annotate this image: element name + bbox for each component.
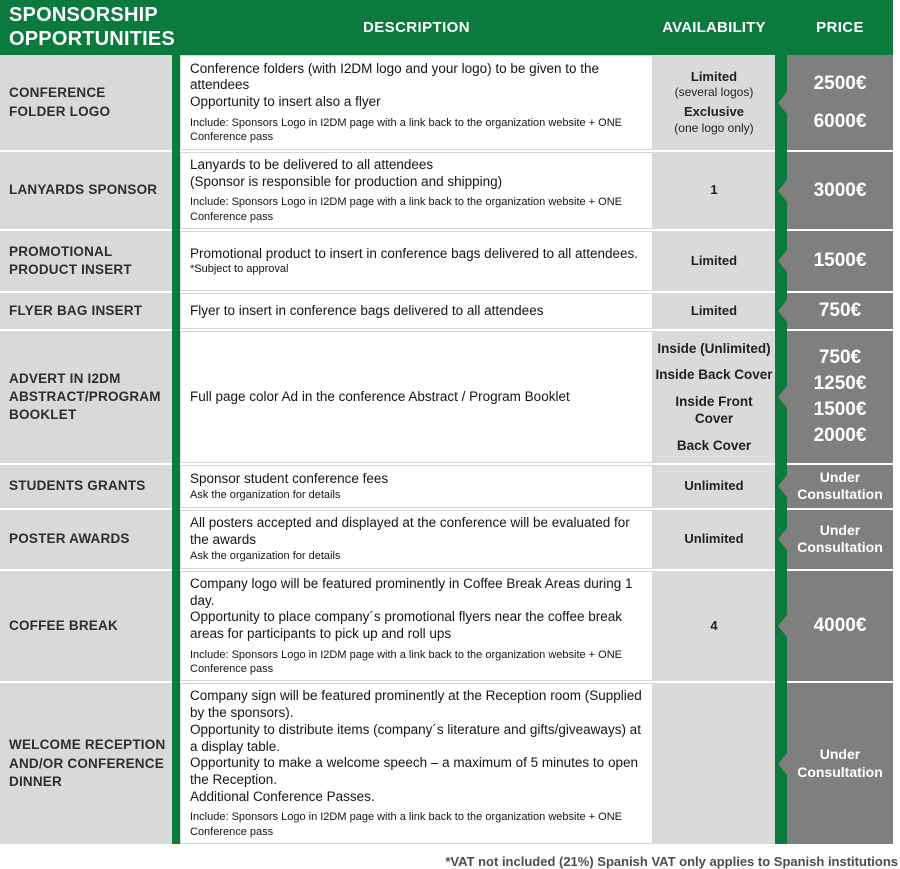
price-line: Under Consultation [797,468,883,503]
green-divider-gap [172,293,180,329]
table-row [0,331,893,463]
price-line: 1500€ [813,250,867,272]
row-description [180,152,653,229]
availability-line: Inside (Unlimited) [657,340,771,356]
row-label: LANYARDS SPONSOR [0,152,172,229]
row-description [180,55,653,150]
row-availability [653,571,775,682]
description-line: Company sign will be featured prominently at the Reception room (Supplied by the sponsors). [190,688,642,721]
description-note: Include: Sponsors Logo in I2DM page with a link back to the organization website + ONE Conference pass [190,196,622,223]
row-price-tag [787,152,893,229]
green-divider-gap [172,510,180,569]
table-header-row [0,0,893,55]
description-note: Ask the organization for details [190,549,341,562]
description-line: Flyer to insert in conference bags delivered to all attendees [190,302,544,318]
green-divider-gap [172,152,180,229]
row-price-tag [787,331,893,463]
row-price-tag [787,55,893,150]
row-label: PROMOTIONAL PRODUCT INSERT [0,231,172,291]
row-price-tag [787,683,893,844]
row-price-tag [787,293,893,329]
row-availability [653,55,775,150]
row-price-tag [787,510,893,569]
availability-line: Limited [690,252,738,268]
table-row [0,231,893,291]
description-note: Include: Sponsors Logo in I2DM page with a link back to the organization website + ONE Conference pass [190,648,622,676]
green-divider-gap [172,683,180,844]
green-divider-gap [172,571,180,682]
price-line: 1500€ [813,398,867,420]
description-line: Opportunity to insert also a flyer [190,94,381,110]
row-availability [653,510,775,569]
availability-line: Exclusive [684,104,744,119]
description-note: Include: Sponsors Logo in I2DM page with a link back to the organization website + ONE Conference pass [190,116,622,144]
availability-line: 4 [710,617,718,633]
green-divider-gap [172,331,180,463]
row-description [180,331,653,463]
row-description [180,231,653,291]
description-line: Full page color Ad in the conference Abstract / Program Booklet [190,388,570,404]
row-availability [653,293,775,329]
availability-line: Unlimited [684,530,744,546]
table-row [0,465,893,508]
price-line: 3000€ [813,179,867,201]
description-line: Opportunity to distribute items (company´s literature and gifts/giveaways) at a display table. [190,721,641,754]
availability-line: (several logos) [674,85,754,100]
row-price-tag [787,231,893,291]
availability-line: Inside Back Cover [655,367,773,383]
green-divider-gap [172,465,180,508]
description-note: Ask the organization for details [190,488,341,501]
table-body [0,55,893,844]
availability-line: Inside Front Cover [675,393,753,427]
row-label: ADVERT IN I2DM ABSTRACT/PROGRAM BOOKLET [0,331,172,463]
row-availability [653,683,775,844]
description-line: Opportunity to make a welcome speech – a maximum of 5 minutes to open the Reception. [190,755,638,787]
page-title: SPONSORSHIP OPPORTUNITIES [9,3,175,50]
availability-line: Limited [690,68,738,84]
row-description [180,465,653,508]
vat-footnote: *VAT not included (21%) Spanish VAT only applies to Spanish institutions [445,854,898,869]
column-header-description: DESCRIPTION [363,19,470,36]
description-line: Additional Conference Passes. [190,788,375,804]
description-line: Lanyards to be delivered to all attendees [190,157,434,172]
row-description [180,293,653,329]
description-note: *Subject to approval [190,263,289,276]
price-line: 2000€ [813,424,867,446]
availability-line: Unlimited [684,477,744,493]
availability-line: 1 [710,182,718,198]
price-line: 750€ [818,300,862,322]
row-label: COFFEE BREAK [0,571,172,682]
row-price-tag [787,571,893,682]
row-availability [653,465,775,508]
row-price-tag [787,465,893,508]
row-description [180,683,653,844]
column-header-price: PRICE [816,19,864,36]
description-note: Include: Sponsors Logo in I2DM page with a link back to the organization website + ONE Conference pass [190,811,622,838]
row-label: FLYER BAG INSERT [0,293,172,329]
row-label: CONFERENCE FOLDER LOGO [0,55,172,150]
green-divider-gap [172,55,180,150]
description-line: (Sponsor is responsible for production and shipping) [190,173,503,189]
table-row [0,55,893,150]
green-divider-gap [172,231,180,291]
availability-line: Back Cover [676,437,752,453]
table-row [0,683,893,844]
table-row [0,152,893,229]
price-line: 4000€ [813,615,867,637]
row-label: STUDENTS GRANTS [0,465,172,508]
price-line: Under Consultation [797,746,883,780]
description-line: All posters accepted and displayed at the conference will be evaluated for the awards [190,515,630,548]
description-line: Sponsor student conference fees [190,470,389,486]
row-description [180,510,653,569]
description-line: Promotional product to insert in conference bags delivered to all attendees. [190,245,639,261]
table-row [0,571,893,682]
table-row [0,293,893,329]
availability-line: Limited [690,302,738,318]
row-availability [653,231,775,291]
description-line: Opportunity to place company´s promotional flyers near the coffee break areas for participants to pick up and roll ups [190,609,622,641]
row-description [180,571,653,682]
row-label: WELCOME RECEPTION AND/OR CONFERENCE DINNER [0,683,172,844]
column-header-availability: AVAILABILITY [662,19,766,36]
row-label: POSTER AWARDS [0,510,172,569]
price-line: 6000€ [813,110,867,132]
price-line: Under Consultation [797,521,883,556]
table-row [0,510,893,569]
price-line: 1250€ [813,373,867,395]
description-line: Conference folders (with I2DM logo and your logo) to be given to the attendees [190,60,599,93]
row-availability [653,331,775,463]
price-line: 2500€ [813,72,867,94]
availability-line: (one logo only) [674,120,754,135]
description-line: Company logo will be featured prominently in Coffee Break Areas during 1 day. [190,575,633,608]
price-line: 750€ [818,347,862,369]
row-availability [653,152,775,229]
